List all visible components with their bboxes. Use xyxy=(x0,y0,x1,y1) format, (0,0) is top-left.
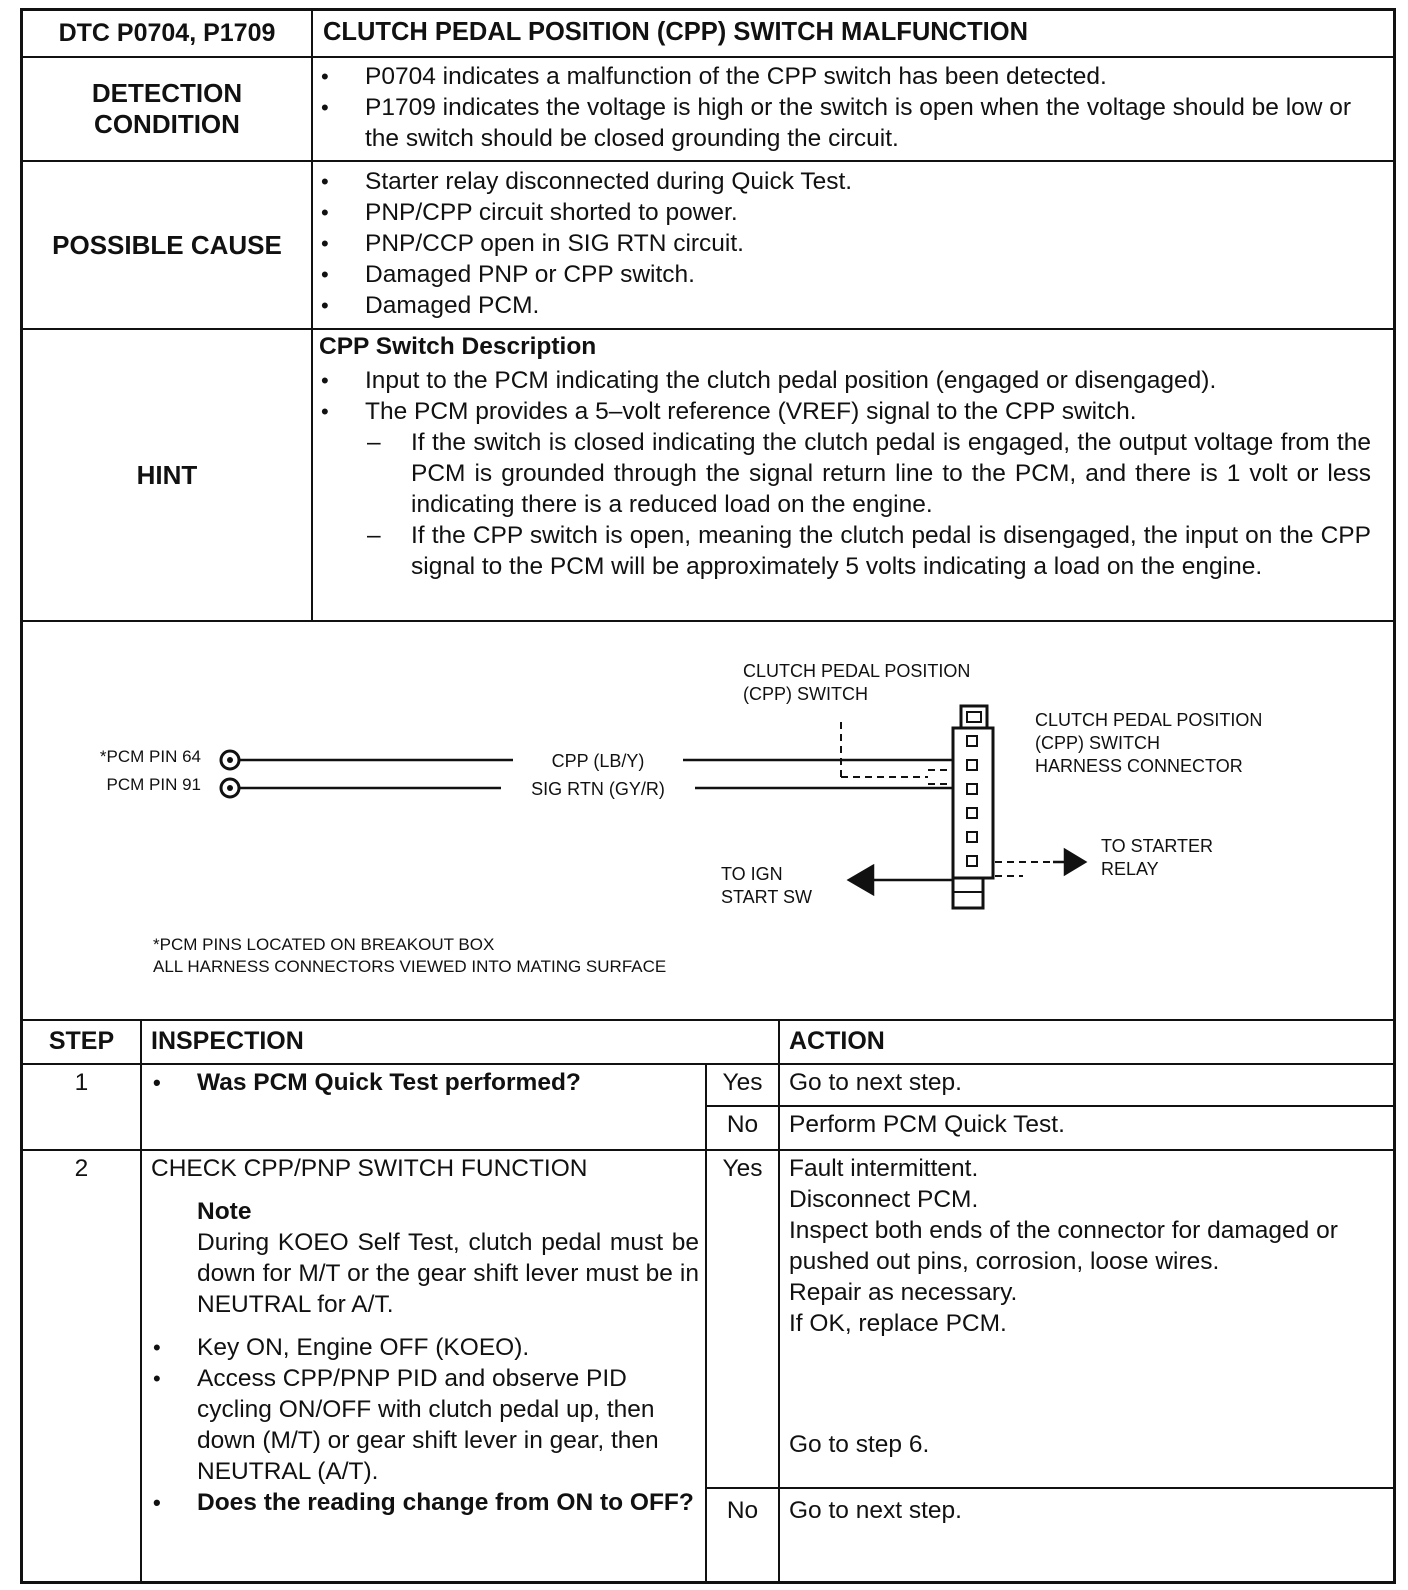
step1-yes-action: Go to next step. xyxy=(789,1069,962,1096)
sig-rtn-wire-label: SIG RTN (GY/R) xyxy=(531,779,665,799)
list-item: • PNP/CPP circuit shorted to power. xyxy=(319,197,1385,228)
list-item: • Access CPP/PNP PID and observe PID cycling ON/OFF with clutch pedal up, then down (M/T) or gear shift lever in gear, then NEUTRAL (A/T). xyxy=(151,1363,699,1487)
no-label: No xyxy=(726,1111,759,1138)
pcm-pin-91-label: PCM PIN 91 xyxy=(106,775,201,794)
hint-content xyxy=(319,331,1371,582)
note-heading: Note xyxy=(197,1198,252,1225)
ign-label-1: TO IGN xyxy=(721,864,783,884)
no-label: No xyxy=(726,1497,759,1524)
list-item: – If the switch is closed indicating the clutch pedal is engaged, the output voltage from the PCM is grounded through the signal return line to the PCM, and there is 1 volt or less indicating there is a reduced load on the engine. xyxy=(319,427,1371,520)
action-line: Fault intermittent. xyxy=(789,1155,979,1182)
starter-label-2: RELAY xyxy=(1101,859,1159,879)
page-title: CLUTCH PEDAL POSITION (CPP) SWITCH MALFUNCTION xyxy=(323,18,1028,46)
action-column-header: ACTION xyxy=(789,1027,885,1055)
step-column-header: STEP xyxy=(48,1027,115,1055)
step1-question: • Was PCM Quick Test performed? xyxy=(151,1067,701,1098)
diagram-note-2: ALL HARNESS CONNECTORS VIEWED INTO MATING SURFACE xyxy=(153,957,667,976)
switch-label-2: (CPP) SWITCH xyxy=(743,684,868,704)
diagram-note-1: *PCM PINS LOCATED ON BREAKOUT BOX xyxy=(153,935,495,954)
possible-cause-label: POSSIBLE CAUSE xyxy=(52,229,282,260)
list-item: • P0704 indicates a malfunction of the CPP switch has been detected. xyxy=(319,61,1385,92)
step-number: 2 xyxy=(74,1155,89,1182)
step1-inspection xyxy=(151,1067,701,1098)
possible-cause-list xyxy=(319,166,1385,321)
list-item: • The PCM provides a 5–volt reference (VREF) signal to the CPP switch. xyxy=(319,396,1371,427)
step2-question: • Does the reading change from ON to OFF? xyxy=(151,1487,699,1518)
pcm-pin-64-label: *PCM PIN 64 xyxy=(99,747,201,766)
list-item: • Key ON, Engine OFF (KOEO). xyxy=(151,1332,699,1363)
note-body: During KOEO Self Test, clutch pedal must be down for M/T or the gear shift lever must be in NEUTRAL for A/T. xyxy=(197,1229,699,1318)
list-item: • Input to the PCM indicating the clutch pedal position (engaged or disengaged). xyxy=(319,365,1371,396)
switch-label-1: CLUTCH PEDAL POSITION xyxy=(743,661,971,681)
detection-condition-label: DETECTION CONDITION xyxy=(91,78,243,139)
dtc-code: DTC P0704, P1709 xyxy=(58,19,276,47)
hint-label: HINT xyxy=(136,459,198,490)
list-item: • Damaged PCM. xyxy=(319,290,1385,321)
list-item: • Starter relay disconnected during Quick Test. xyxy=(319,166,1385,197)
step2-yes-goto: Go to step 6. xyxy=(789,1431,930,1458)
wiring-diagram xyxy=(23,622,1393,1018)
action-line: Inspect both ends of the connector for damaged or pushed out pins, corrosion, loose wires. xyxy=(789,1217,1338,1275)
step2-title: CHECK CPP/PNP SWITCH FUNCTION xyxy=(151,1155,588,1182)
detection-condition-list xyxy=(319,61,1385,154)
action-line: Repair as necessary. xyxy=(789,1279,1018,1306)
connector-label-3: HARNESS CONNECTOR xyxy=(1035,756,1243,776)
action-line: Disconnect PCM. xyxy=(789,1186,979,1213)
arrow-left-icon xyxy=(849,866,873,894)
action-line: If OK, replace PCM. xyxy=(789,1310,1007,1337)
list-item: • PNP/CCP open in SIG RTN circuit. xyxy=(319,228,1385,259)
arrow-right-icon xyxy=(1065,850,1085,874)
step1-no-action: Perform PCM Quick Test. xyxy=(789,1111,1065,1138)
cpp-switch-symbol xyxy=(841,722,1058,876)
step2-yes-actions xyxy=(789,1153,1381,1339)
connector-label-1: CLUTCH PEDAL POSITION xyxy=(1035,710,1263,730)
step2-no-action: Go to next step. xyxy=(789,1497,962,1524)
list-item: • P1709 indicates the voltage is high or the switch is open when the voltage should be low or the switch should be closed grounding the circuit. xyxy=(319,92,1385,154)
list-item: – If the CPP switch is open, meaning the clutch pedal is disengaged, the input on the CPP signal to the PCM will be approximately 5 volts indicating a load on the engine. xyxy=(319,520,1371,582)
connector-label-2: (CPP) SWITCH xyxy=(1035,733,1160,753)
hint-heading: CPP Switch Description xyxy=(319,333,597,360)
list-item: • Damaged PNP or CPP switch. xyxy=(319,259,1385,290)
yes-label: Yes xyxy=(722,1069,763,1096)
ign-label-2: START SW xyxy=(721,887,813,907)
step2-inspection xyxy=(151,1153,699,1518)
cpp-wire-label: CPP (LB/Y) xyxy=(551,751,645,771)
yes-label: Yes xyxy=(722,1155,763,1182)
step-number: 1 xyxy=(74,1069,89,1096)
inspection-column-header: INSPECTION xyxy=(151,1027,304,1055)
diagnostic-sheet xyxy=(20,8,1396,1584)
starter-label-1: TO STARTER xyxy=(1101,836,1214,856)
